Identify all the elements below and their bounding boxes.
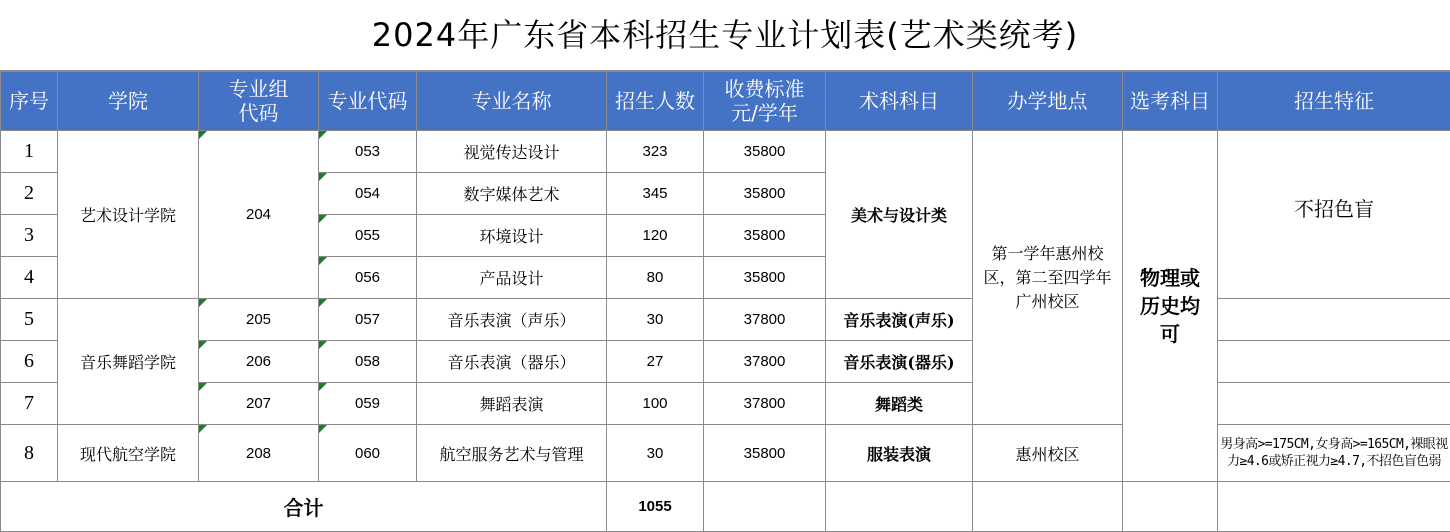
seq-cell: 5 [1, 299, 58, 341]
empty-cell [1123, 482, 1218, 532]
table-row [1, 341, 1450, 383]
empty-cell [1218, 482, 1450, 532]
features-cell: 男身高>=175CM,女身高>=165CM,裸眼视力≥4.6或矫正视力≥4.7,不招色盲色弱 [1218, 425, 1450, 482]
elective-cell: 物理或历史均可 [1123, 131, 1218, 482]
table-row [1, 383, 1450, 425]
fee-cell: 37800 [704, 341, 826, 383]
features-cell [1218, 341, 1450, 383]
major-code-cell: 054 [319, 173, 417, 215]
table-row [1, 425, 1450, 482]
table-row [1, 131, 1450, 173]
header-fee: 收费标准 元/学年 [704, 72, 826, 131]
header-count: 招生人数 [607, 72, 704, 131]
seq-cell: 6 [1, 341, 58, 383]
group-code-cell: 207 [199, 383, 319, 425]
subject-cell: 服装表演 [826, 425, 973, 482]
seq-cell: 4 [1, 257, 58, 299]
major-name-cell: 舞蹈表演 [417, 383, 607, 425]
seq-cell: 2 [1, 173, 58, 215]
empty-cell [826, 482, 973, 532]
location-cell: 惠州校区 [973, 425, 1123, 482]
seq-cell: 3 [1, 215, 58, 257]
count-cell: 30 [607, 425, 704, 482]
major-name-cell: 环境设计 [417, 215, 607, 257]
count-cell: 27 [607, 341, 704, 383]
table-row [1, 299, 1450, 341]
count-cell: 345 [607, 173, 704, 215]
header-major-name: 专业名称 [417, 72, 607, 131]
seq-cell: 1 [1, 131, 58, 173]
features-cell: 不招色盲 [1218, 131, 1450, 299]
count-cell: 120 [607, 215, 704, 257]
empty-cell [973, 482, 1123, 532]
college-cell: 音乐舞蹈学院 [58, 299, 199, 425]
count-cell: 80 [607, 257, 704, 299]
subject-cell: 音乐表演(声乐) [826, 299, 973, 341]
header-group-code: 专业组 代码 [199, 72, 319, 131]
header-features: 招生特征 [1218, 72, 1450, 131]
page-title: 2024年广东省本科招生专业计划表(艺术类统考) [0, 0, 1450, 71]
header-row [1, 72, 1450, 131]
fee-cell: 35800 [704, 131, 826, 173]
group-code-cell: 204 [199, 131, 319, 299]
subject-cell: 音乐表演(器乐) [826, 341, 973, 383]
major-name-cell: 视觉传达设计 [417, 131, 607, 173]
major-code-cell: 056 [319, 257, 417, 299]
count-cell: 323 [607, 131, 704, 173]
group-code-cell: 208 [199, 425, 319, 482]
features-cell [1218, 383, 1450, 425]
group-code-cell: 205 [199, 299, 319, 341]
major-code-cell: 057 [319, 299, 417, 341]
total-label: 合计 [1, 482, 607, 532]
enrollment-table [0, 71, 1450, 532]
college-cell: 现代航空学院 [58, 425, 199, 482]
count-cell: 100 [607, 383, 704, 425]
fee-cell: 35800 [704, 425, 826, 482]
subject-cell: 美术与设计类 [826, 131, 973, 299]
total-row [1, 482, 1450, 532]
major-name-cell: 产品设计 [417, 257, 607, 299]
major-name-cell: 音乐表演（声乐） [417, 299, 607, 341]
fee-cell: 35800 [704, 215, 826, 257]
subject-cell: 舞蹈类 [826, 383, 973, 425]
major-name-cell: 航空服务艺术与管理 [417, 425, 607, 482]
fee-cell: 37800 [704, 299, 826, 341]
header-major-code: 专业代码 [319, 72, 417, 131]
fee-cell: 35800 [704, 257, 826, 299]
header-elective: 选考科目 [1123, 72, 1218, 131]
total-value: 1055 [607, 482, 704, 532]
major-code-cell: 055 [319, 215, 417, 257]
major-code-cell: 058 [319, 341, 417, 383]
major-name-cell: 数字媒体艺术 [417, 173, 607, 215]
major-code-cell: 060 [319, 425, 417, 482]
major-code-cell: 053 [319, 131, 417, 173]
header-college: 学院 [58, 72, 199, 131]
header-subject: 术科科目 [826, 72, 973, 131]
location-cell: 第一学年惠州校区，第二至四学年广州校区 [973, 131, 1123, 425]
seq-cell: 7 [1, 383, 58, 425]
major-name-cell: 音乐表演（器乐） [417, 341, 607, 383]
college-cell: 艺术设计学院 [58, 131, 199, 299]
features-cell [1218, 299, 1450, 341]
major-code-cell: 059 [319, 383, 417, 425]
fee-cell: 35800 [704, 173, 826, 215]
group-code-cell: 206 [199, 341, 319, 383]
seq-cell: 8 [1, 425, 58, 482]
header-location: 办学地点 [973, 72, 1123, 131]
empty-cell [704, 482, 826, 532]
fee-cell: 37800 [704, 383, 826, 425]
count-cell: 30 [607, 299, 704, 341]
header-seq: 序号 [1, 72, 58, 131]
